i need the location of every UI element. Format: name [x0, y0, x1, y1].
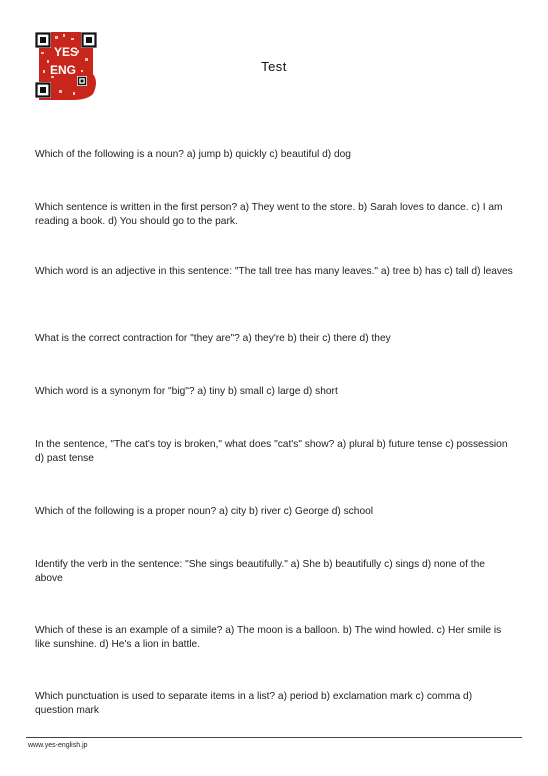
footer-divider — [26, 737, 522, 738]
question-7: Which of the following is a proper noun? a) city b) river c) George d) school — [35, 506, 374, 517]
question-3: Which word is an adjective in this sentence: "The tall tree has many leaves." a) tree b) has c) tall d) leaves — [35, 266, 513, 277]
question-8: Identify the verb in the sentence: "She sings beautifully." a) She b) beautifully c) sings d) none of the above — [35, 559, 485, 584]
logo-text-top: YES — [53, 45, 79, 59]
question-4: What is the correct contraction for "they are"? a) they're b) their c) there d) they — [35, 333, 391, 344]
logo-text-bottom: ENG — [49, 63, 77, 77]
question-6: In the sentence, "The cat's toy is broken," what does "cat's" show? a) plural b) future tense c) possession d) past tense — [35, 439, 508, 464]
question-1: Which of the following is a noun? a) jump b) quickly c) beautiful d) dog — [35, 149, 351, 160]
question-2: Which sentence is written in the first person? a) They went to the store. b) Sarah loves to dance. c) I am reading a book. d) You should go to the park. — [35, 202, 503, 227]
question-9: Which of these is an example of a simile? a) The moon is a balloon. b) The wind howled. c) Her smile is like sunshine. d) He's a lion in battle. — [35, 625, 502, 650]
question-5: Which word is a synonym for "big"? a) tiny b) small c) large d) short — [35, 386, 338, 397]
page-title: Test — [261, 59, 287, 74]
question-10: Which punctuation is used to separate items in a list? a) period b) exclamation mark c) comma d) question mark — [35, 691, 473, 716]
footer-url: www.yes-english.jp — [28, 742, 88, 749]
